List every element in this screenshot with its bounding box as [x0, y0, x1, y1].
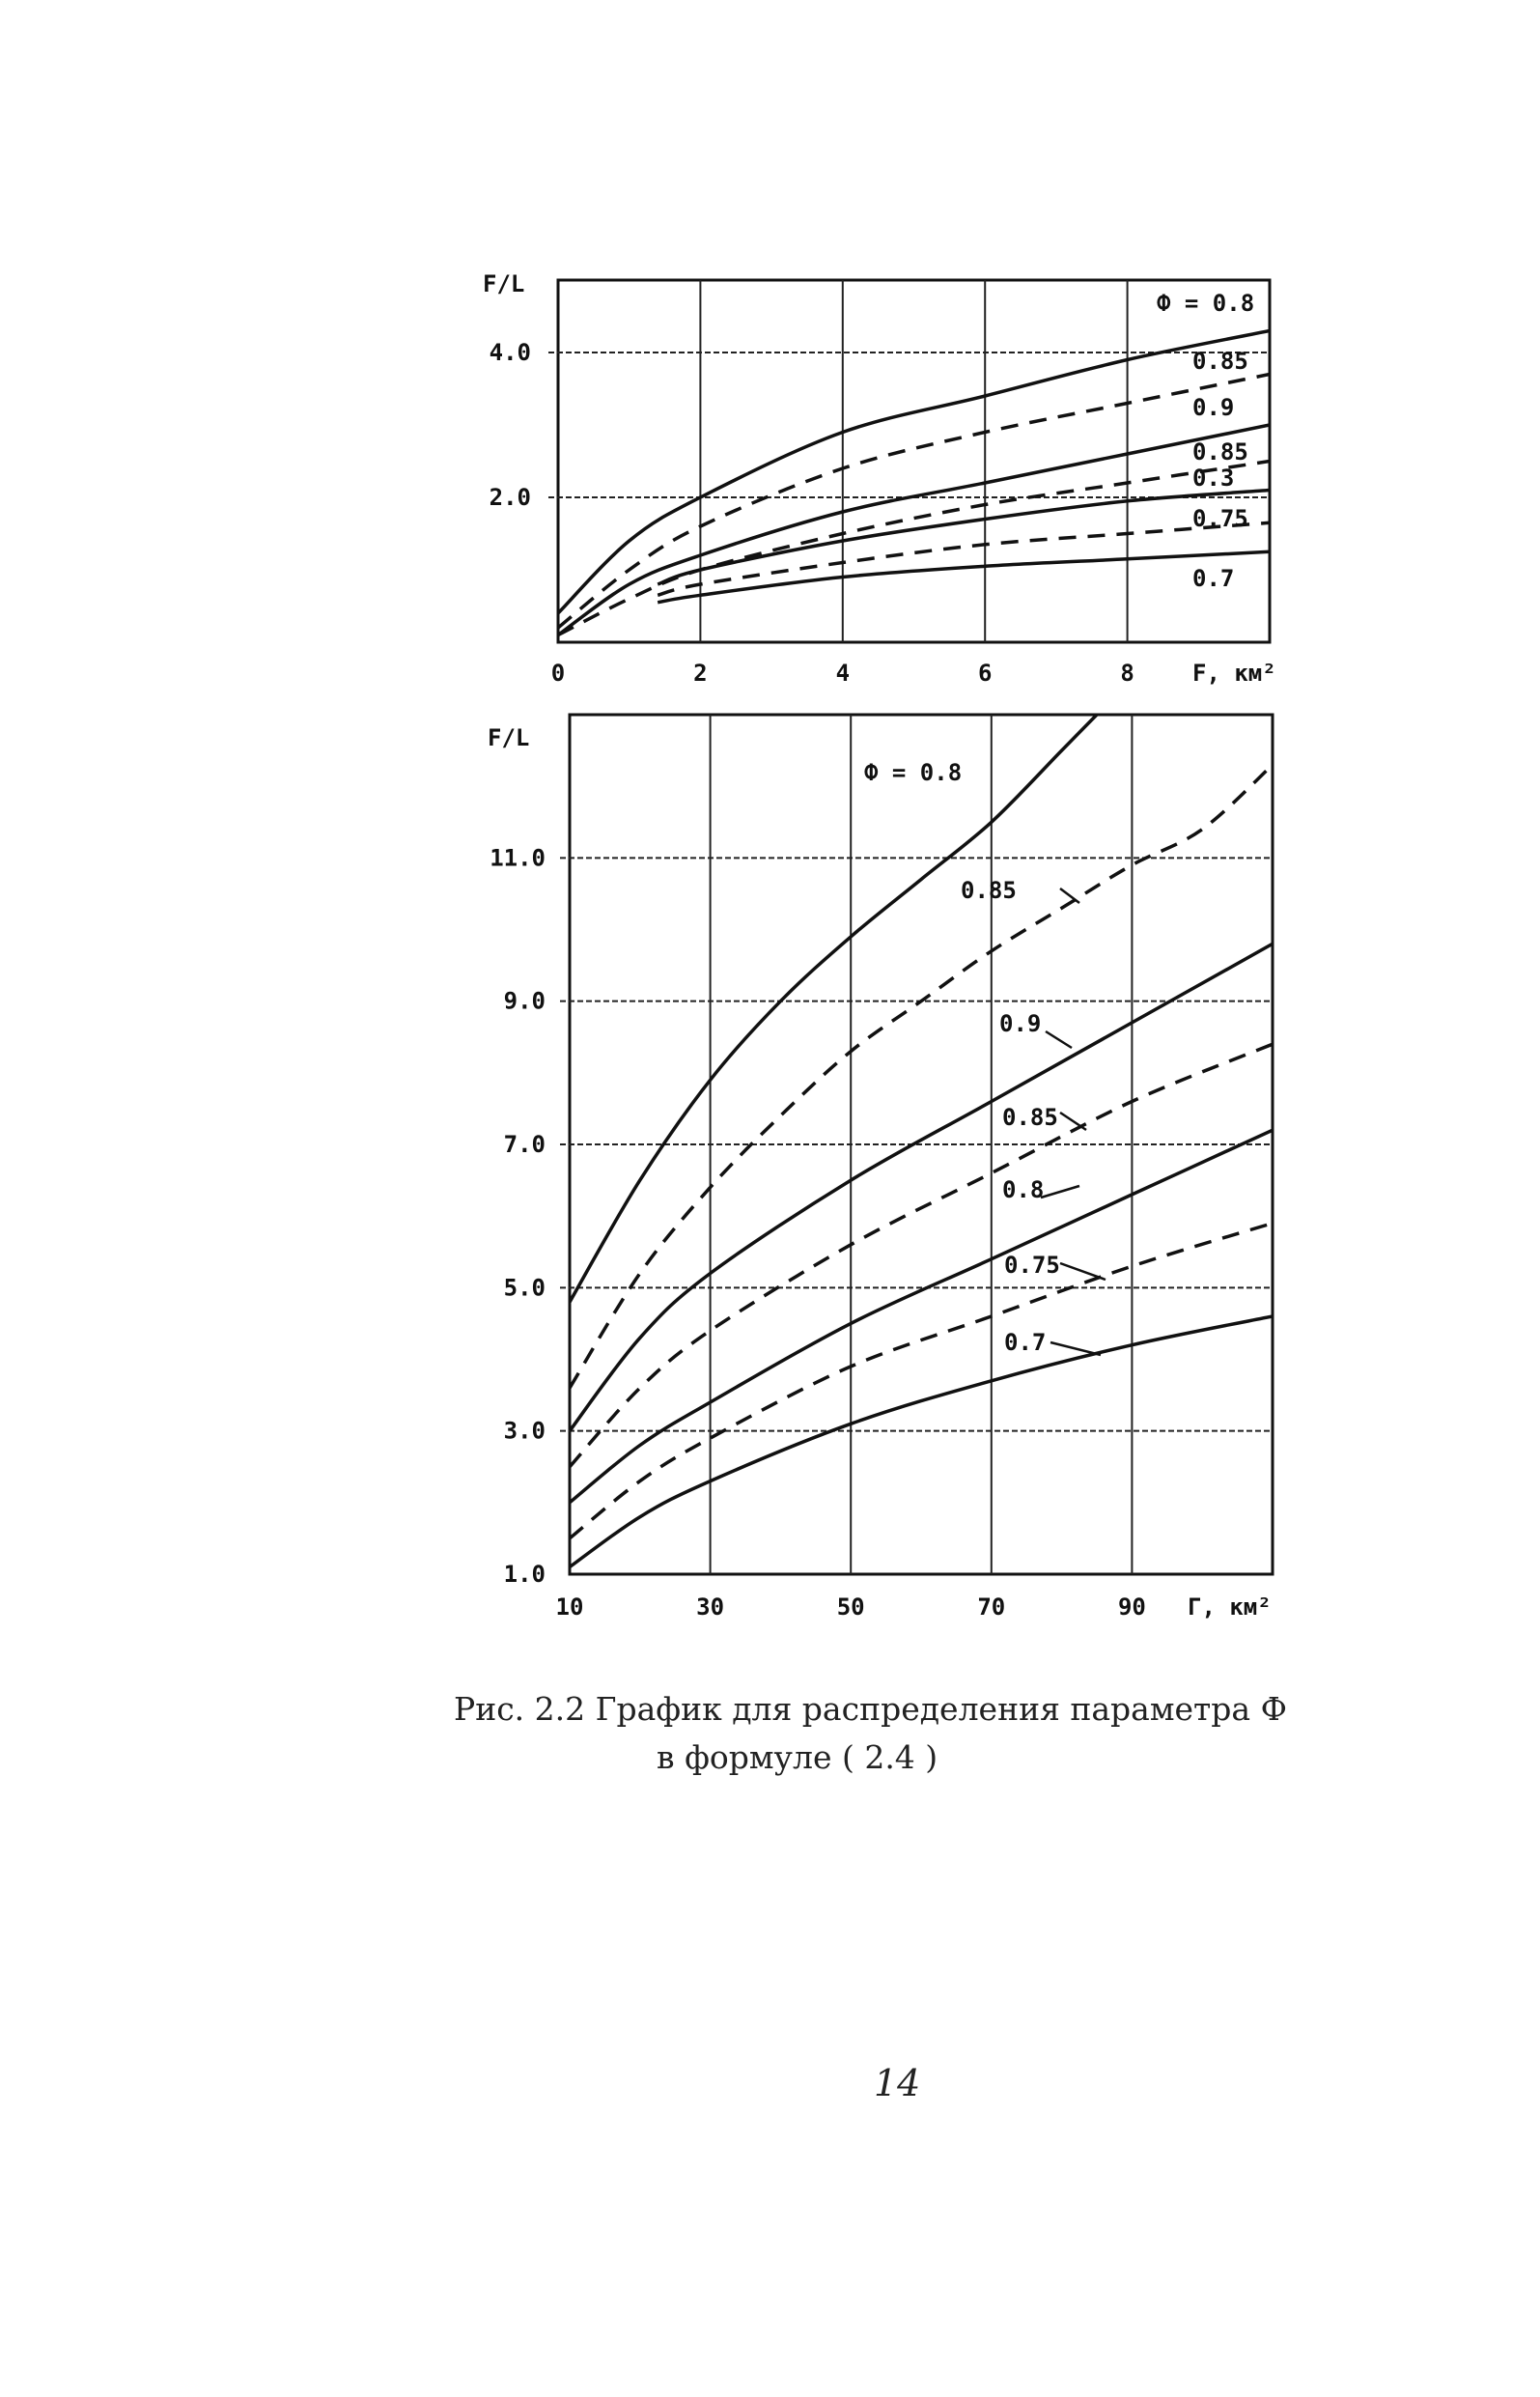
x-tick-label: 8 [1120, 660, 1134, 687]
x-tick-label: 0 [550, 660, 566, 687]
y-axis-label: F/L [488, 724, 530, 751]
series-label: 0.85 [961, 877, 1017, 904]
series-label-pointer [1046, 1031, 1072, 1048]
page-number: 14 [874, 2062, 921, 2104]
series-line [570, 715, 1097, 1302]
x-axis-label: F, км² [1192, 660, 1276, 687]
series-line [558, 462, 1270, 635]
x-tick-label: 30 [696, 1593, 725, 1621]
series-label: Ф = 0.8 [864, 759, 963, 786]
x-tick-label: 4 [835, 660, 851, 687]
series-label: 0.85 [1002, 1104, 1058, 1131]
series-label: 0.8 [1002, 1176, 1045, 1203]
figure-caption [454, 1685, 1419, 1782]
y-axis-label: F/L [483, 270, 525, 297]
series-label-pointer [1060, 888, 1079, 903]
caption-line-1: Рис. 2.2 График для распределения параметра Ф [454, 1690, 1287, 1728]
x-tick-label: 90 [1117, 1593, 1146, 1621]
y-tick-label: 7.0 [503, 1131, 546, 1158]
x-tick-label: 70 [977, 1593, 1006, 1621]
caption-line-2: в формуле ( 2.4 ) [657, 1738, 938, 1776]
series-label: 0.9 [999, 1010, 1042, 1037]
series-label: 0.75 [1192, 505, 1248, 532]
y-tick-label: 9.0 [503, 987, 546, 1015]
y-tick-label: 2.0 [489, 484, 531, 511]
series-label: 0.7 [1192, 565, 1235, 592]
series-label-pointer [1041, 1186, 1079, 1198]
x-axis-label: Г, км² [1188, 1593, 1272, 1621]
series-label-pointer [1060, 1263, 1106, 1280]
series-label: 0.7 [1004, 1329, 1047, 1356]
series-line [658, 491, 1270, 585]
series-label: Ф = 0.8 [1157, 290, 1255, 317]
x-tick-label: 6 [977, 660, 993, 687]
series-line [570, 1130, 1273, 1503]
bottom-chart [488, 715, 1273, 1621]
series-line [570, 1224, 1273, 1538]
y-tick-label: 3.0 [503, 1417, 546, 1445]
y-tick-label: 5.0 [503, 1274, 546, 1302]
series-label: 0.3 [1192, 465, 1235, 492]
x-tick-label: 2 [693, 660, 708, 687]
y-tick-label: 11.0 [490, 844, 546, 872]
x-tick-label: 50 [836, 1593, 865, 1621]
series-label: 0.9 [1192, 394, 1235, 421]
series-line [570, 1316, 1273, 1567]
series-label: 0.85 [1192, 348, 1248, 375]
series-label-pointer [1050, 1342, 1101, 1355]
series-label-pointer [1060, 1113, 1086, 1130]
y-tick-label: 1.0 [503, 1561, 546, 1588]
y-tick-label: 4.0 [489, 339, 531, 366]
top-chart [483, 270, 1276, 687]
plot-frame [558, 280, 1270, 642]
x-tick-label: 10 [555, 1593, 584, 1621]
series-label: 0.85 [1192, 438, 1248, 465]
series-label: 0.75 [1004, 1252, 1060, 1279]
